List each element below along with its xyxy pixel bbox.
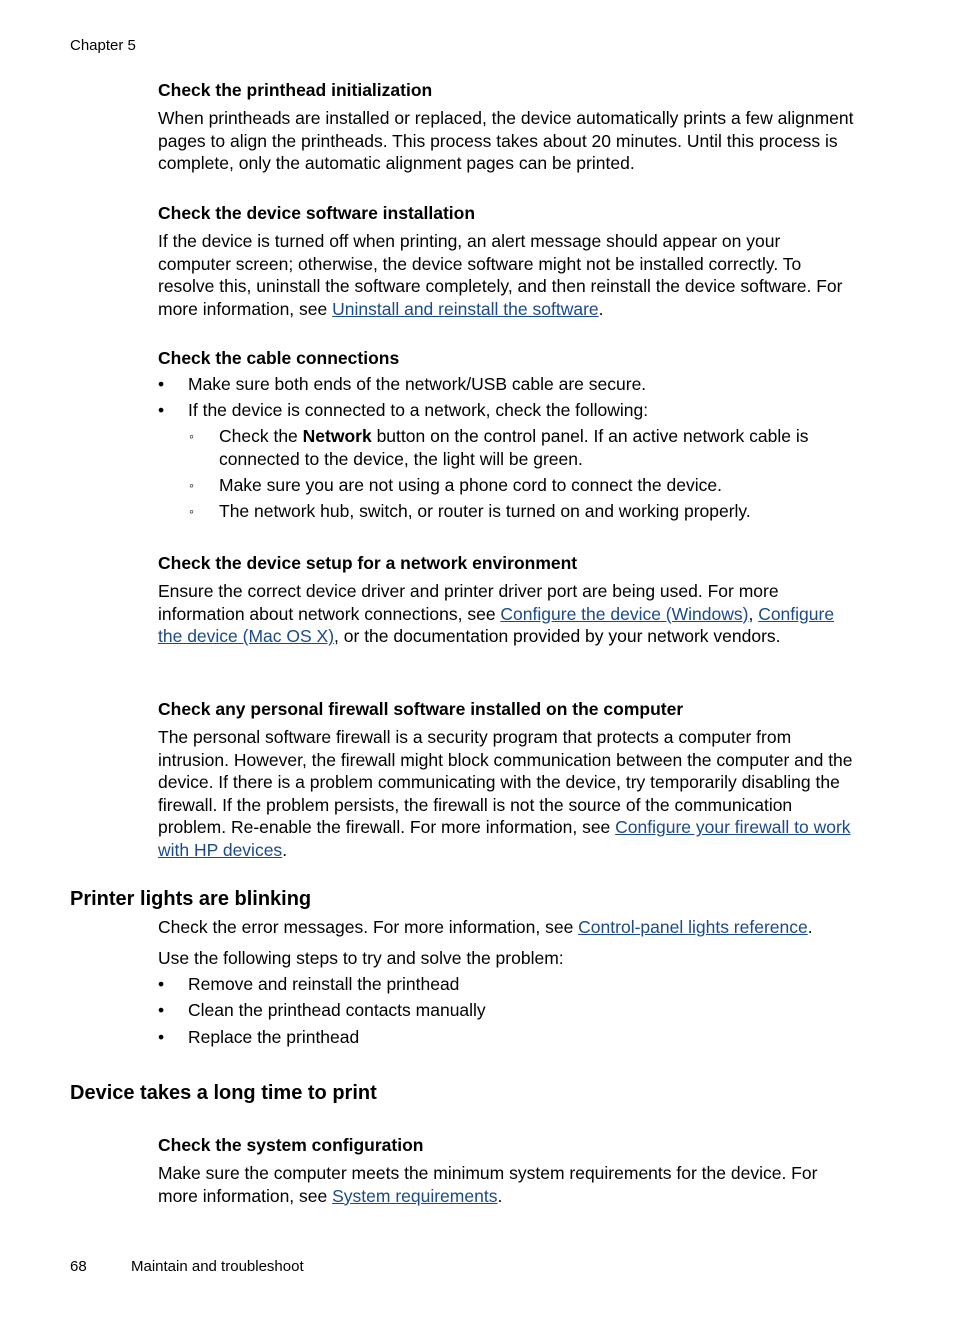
page-number: 68 bbox=[70, 1258, 87, 1275]
sub-list-item bbox=[158, 425, 858, 470]
list-item-text: Make sure both ends of the network/USB cable are secure. bbox=[188, 373, 647, 394]
sub-bullet-icon: ◦ bbox=[189, 427, 194, 444]
body-text: . bbox=[497, 1185, 503, 1206]
system-requirements-link[interactable]: System requirements bbox=[332, 1185, 498, 1206]
list-item bbox=[158, 399, 858, 523]
section-heading: Check the device software installation bbox=[158, 203, 476, 223]
list-item bbox=[158, 373, 858, 396]
section-network-setup bbox=[158, 553, 858, 648]
section-cable-connections bbox=[158, 348, 858, 523]
section-heading: Check the cable connections bbox=[158, 348, 400, 368]
section-body bbox=[158, 1162, 858, 1207]
network-button-label: Network bbox=[302, 425, 372, 446]
body-text: . bbox=[598, 298, 604, 319]
body-text: , bbox=[748, 603, 759, 624]
configure-windows-link[interactable]: Configure the device (Windows) bbox=[500, 603, 749, 624]
list-item-text: button on the control panel. If an active network cable is connected to the device, the light will be green. bbox=[219, 425, 809, 469]
sub-bullet-list bbox=[188, 425, 858, 523]
section-heading: Check the device setup for a network environment bbox=[158, 553, 578, 573]
body-text: Make sure the computer meets the minimum system requirements for the device. For more information, see bbox=[158, 1163, 818, 1206]
list-item-text: Check the bbox=[219, 425, 303, 446]
control-panel-lights-link[interactable]: Control-panel lights reference bbox=[578, 917, 808, 937]
section-body bbox=[158, 916, 858, 939]
configure-firewall-link[interactable]: Configure your firewall to work with HP devices bbox=[158, 817, 851, 860]
chapter-label: Chapter 5 bbox=[70, 37, 136, 54]
list-item-text: Clean the printhead contacts manually bbox=[188, 1000, 486, 1021]
body-text: Ensure the correct device driver and printer driver port are being used. For more information about network connections, see bbox=[158, 581, 779, 624]
body-text: , or the documentation provided by your network vendors. bbox=[334, 626, 781, 647]
footer-section-title: Maintain and troubleshoot bbox=[131, 1258, 304, 1275]
section-body bbox=[158, 580, 858, 648]
section-body: When printheads are installed or replaced, the device automatically prints a few alignment pages to align the printheads. This process takes about 20 minutes. Until this process is complete, only the automatic alignment pages can be printed. bbox=[158, 108, 854, 174]
section-heading-long-time: Device takes a long time to print bbox=[70, 1082, 377, 1104]
sub-list-item bbox=[158, 500, 858, 523]
bullet-icon: • bbox=[158, 974, 165, 995]
bullet-list bbox=[158, 973, 858, 1048]
section-software-installation bbox=[158, 203, 858, 320]
sub-list-item bbox=[158, 474, 858, 497]
body-text: If the device is turned off when printing, an alert message should appear on your computer screen; otherwise, the device software might not be installed correctly. To resolve this, uninstall the software completely, and then reinstall the device software. For more information, see bbox=[158, 231, 843, 319]
body-text: Check the error messages. For more information, see bbox=[158, 917, 579, 937]
bullet-list bbox=[158, 373, 858, 523]
section-heading-blinking: Printer lights are blinking bbox=[70, 888, 312, 910]
section-heading: Check the printhead initialization bbox=[158, 80, 433, 100]
section-body bbox=[158, 230, 858, 320]
sub-bullet-icon: ◦ bbox=[189, 502, 194, 519]
bullet-icon: • bbox=[158, 1026, 165, 1047]
section-body bbox=[158, 726, 858, 862]
section-firewall bbox=[158, 699, 858, 862]
list-item bbox=[158, 973, 858, 996]
list-item-text: Make sure you are not using a phone cord to connect the device. bbox=[219, 474, 722, 495]
section-lights-blinking bbox=[158, 916, 858, 1048]
list-item-text: If the device is connected to a network, check the following: bbox=[188, 399, 649, 420]
section-system-configuration bbox=[158, 1135, 858, 1207]
configure-mac-link[interactable]: Configure the device (Mac OS X) bbox=[158, 603, 835, 647]
body-text: The personal software firewall is a security program that protects a computer from intrusion. However, the firewall might block communication between the computer and the device. If there is a problem communicating with the device, try temporarily disabling the firewall. If the problem persists, the firewall is not the source of the communication problem. Re-enable the firewall. For more information, see bbox=[158, 727, 853, 838]
section-heading: Check the system configuration bbox=[158, 1135, 424, 1155]
list-item-text: The network hub, switch, or router is turned on and working properly. bbox=[219, 500, 751, 521]
body-text: . bbox=[807, 917, 813, 937]
bullet-icon: • bbox=[158, 399, 165, 420]
section-printhead-initialization bbox=[158, 80, 858, 175]
list-item-text: Replace the printhead bbox=[188, 1026, 360, 1047]
bullet-icon: • bbox=[158, 373, 165, 394]
uninstall-reinstall-link[interactable]: Uninstall and reinstall the software bbox=[332, 298, 599, 319]
list-item bbox=[158, 1026, 858, 1049]
section-body: Use the following steps to try and solve the problem: bbox=[158, 947, 564, 968]
bullet-icon: • bbox=[158, 1000, 165, 1021]
list-item-text: Remove and reinstall the printhead bbox=[188, 974, 460, 995]
body-text: . bbox=[282, 839, 288, 860]
list-item bbox=[158, 999, 858, 1022]
section-heading: Check any personal firewall software installed on the computer bbox=[158, 699, 684, 719]
sub-bullet-icon: ◦ bbox=[189, 476, 194, 493]
